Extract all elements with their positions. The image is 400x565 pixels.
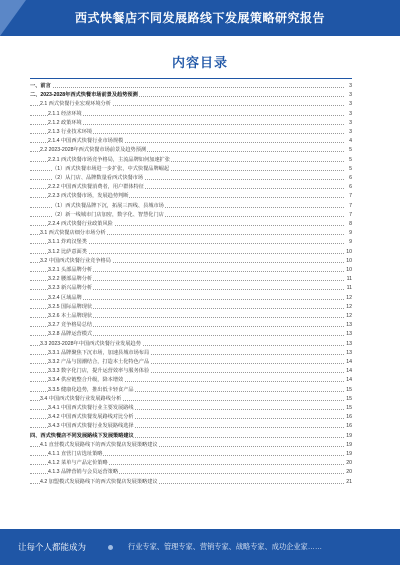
toc-entry-page: 3 (349, 119, 352, 126)
toc-entry[interactable] (30, 220, 352, 228)
toc-entry[interactable] (30, 386, 352, 394)
toc-entry[interactable] (30, 248, 352, 256)
toc-entry[interactable] (30, 100, 352, 108)
toc-entry-page: 21 (346, 478, 352, 485)
toc-entry-label: 2.1.1 经济环境 (48, 110, 82, 117)
toc-entry-label: 二、2023-2028年西式快餐市场前景及趋势预测 (30, 92, 138, 99)
toc-entry-label: 3.2.8 品牌运营模式 (48, 331, 93, 338)
toc-entry[interactable] (30, 110, 352, 118)
toc-entry-page: 12 (346, 294, 352, 301)
toc-entry-page: 11 (346, 285, 352, 292)
toc-top-rule (30, 78, 352, 79)
toc-entry-page: 20 (346, 469, 352, 476)
toc-entry[interactable] (30, 340, 352, 348)
footer-bullet-icon (108, 545, 113, 550)
toc-entry-page: 7 (349, 211, 352, 218)
toc-entry-label: 3.4.3 中国西式快餐行业发展路线选择 (48, 423, 134, 430)
toc-entry-label: 3.4.2 中国西式快餐发展路线对比分析 (48, 414, 134, 421)
toc-entry[interactable] (30, 303, 352, 311)
toc-entry[interactable] (30, 137, 352, 145)
toc-entry-page: 19 (346, 441, 352, 448)
toc-entry[interactable] (30, 358, 352, 366)
toc-entry[interactable] (30, 119, 352, 127)
toc-entry-label: 3.2.5 国际品牌现状 (48, 303, 93, 310)
toc-entry-page: 3 (349, 101, 352, 108)
toc-entry-page: 5 (349, 156, 352, 163)
toc-entry-page: 10 (346, 267, 352, 273)
toc-entry[interactable] (30, 312, 352, 320)
toc-entry[interactable] (30, 202, 352, 210)
toc-entry-label: 2.1.2 政策环境 (48, 119, 82, 126)
toc-entry[interactable] (30, 450, 352, 458)
toc-entry-page: 16 (346, 414, 352, 421)
toc-entry[interactable] (30, 82, 352, 90)
toc-entry-label: 3.2 中国西式快餐行业竞争格局 (40, 257, 111, 264)
toc-entry-label: 2.2 2023-2028年西式快餐市场前景及趋势预测 (40, 147, 147, 154)
toc-entry-label: 2.2.2 中国西式快餐消费者，用户群体特征 (48, 184, 144, 191)
toc-entry[interactable] (30, 128, 352, 136)
footer-band (0, 529, 400, 565)
toc-entry-page: 3 (349, 92, 352, 99)
toc-entry-label: 3.1 西式快餐店细分市场分析 (40, 230, 106, 237)
toc-entry[interactable] (30, 174, 352, 182)
toc-entry[interactable] (30, 422, 352, 430)
toc-entry-label: 2.2.4 西式快餐行业政策风险 (48, 221, 113, 227)
toc-entry-label: （1）西式快餐市场进一步扩张，中式快餐品牌崛起 (52, 165, 170, 172)
toc-entry-page: 12 (346, 303, 352, 310)
toc-entry[interactable] (30, 376, 352, 384)
toc-entry-label: 3.2.7 竞争格局总结 (48, 322, 93, 329)
toc-entry-label: 3.2.3 新兴品牌分析 (48, 285, 93, 292)
toc-heading: 内容目录 (171, 55, 228, 70)
toc-entry[interactable] (30, 441, 352, 449)
toc-entry-label: 3.3.2 产品与国潮结合，打造本土化特色产品 (48, 359, 150, 365)
footer-slogan: 让每个人都能成为 (18, 542, 87, 552)
toc-entry-page: 14 (346, 368, 352, 375)
toc-entry-label: 3.3.5 健康化趋势，推出低卡轻食产品 (48, 386, 134, 393)
toc-entry[interactable] (30, 367, 352, 375)
toc-entry-label: 4.1.1 直营门店选址策略 (48, 451, 103, 457)
header-band (0, 0, 400, 44)
toc-entry-label: 4.1 直营模式发展路线下的西式快餐店发展策略建议 (40, 441, 158, 448)
toc-entry-label: 3.3.3 数字化门店，提升运营效率与服务体验 (48, 368, 150, 375)
toc-entry[interactable] (30, 192, 352, 200)
toc-entry-label: 3.2.6 本土品牌现状 (48, 313, 93, 319)
toc-entry-label: 3.1.1 炸鸡汉堡类 (48, 239, 87, 246)
toc-entry-page: 4 (349, 138, 352, 145)
toc-leader-dots (30, 87, 344, 88)
toc-entry-label: 2.1.4 中国西式快餐行业市场规模 (48, 138, 124, 145)
toc-entry-page: 6 (349, 184, 352, 191)
toc-entry-page: 6 (349, 175, 352, 181)
toc-entry-label: 4.2 加盟模式发展路线下的西式快餐店发展策略建议 (40, 478, 158, 485)
toc-entry-label: 4.1.3 品牌营销与会员运营策略 (48, 469, 119, 476)
toc-entry-page: 10 (346, 248, 352, 255)
toc-entry-page: 9 (349, 239, 352, 246)
toc-entry-page: 7 (349, 193, 352, 200)
toc-entry-label: 2.2.1 西式快餐市场竞争格局，主流品牌如何加速扩张 (48, 156, 170, 163)
toc-entry-label: 3.4 中国西式快餐行业发展路线分析 (40, 395, 122, 402)
toc-entry-page: 13 (346, 322, 352, 329)
toc-entry-page: 20 (346, 460, 352, 467)
toc-entry[interactable] (30, 266, 352, 274)
toc-entry-page: 8 (349, 221, 352, 227)
toc-entry-page: 15 (346, 405, 352, 411)
toc-entry-page: 15 (346, 386, 352, 393)
toc-entry[interactable] (30, 183, 352, 191)
toc-entry[interactable] (30, 404, 352, 412)
toc-entry-page: 11 (346, 276, 352, 283)
toc-entry[interactable] (30, 468, 352, 476)
toc-entry-label: 3.2.4 区域品牌 (48, 294, 82, 301)
toc-entry-page: 19 (346, 432, 352, 439)
toc-entry-page: 7 (349, 202, 352, 209)
toc-entry[interactable] (30, 330, 352, 338)
toc-entry-page: 3 (349, 129, 352, 135)
report-title: 西式快餐店不同发展路线下发展策略研究报告 (74, 11, 325, 25)
toc-entry[interactable] (30, 211, 352, 219)
footer-tags: 行业专家、管理专家、营销专家、战略专家、成功企业家…… (128, 542, 323, 551)
toc-entry-page: 14 (346, 359, 352, 365)
toc-entry-label: （2）新一线城市门店加密，数字化、智慧化门店 (52, 211, 164, 218)
toc-entry-label: 3.3.4 供应链整合升级，降本增效 (48, 377, 124, 384)
toc-entry-label: 3.3 2023-2028年中国西式快餐行业发展趋势 (40, 340, 141, 347)
toc-entry[interactable] (30, 146, 352, 154)
table-of-contents (30, 82, 352, 526)
toc-entry-label: 一、前言 (30, 83, 51, 89)
toc-entry-page: 5 (349, 165, 352, 172)
toc-entry[interactable] (30, 284, 352, 292)
toc-entry-label: 3.2.2 腰部品牌分析 (48, 276, 93, 283)
toc-entry[interactable] (30, 432, 352, 440)
toc-entry[interactable] (30, 238, 352, 246)
toc-entry-label: 3.3.1 品牌聚焦下沉市场，加速县城市场布局 (48, 349, 150, 356)
toc-entry-page: 15 (346, 395, 352, 402)
toc-entry[interactable] (30, 294, 352, 302)
toc-entry-label: 4.1.2 菜单与产品定价策略 (48, 460, 108, 467)
toc-entry[interactable] (30, 257, 352, 265)
toc-entry-label: 2.2.3 西式快餐市场，发展趋势判断 (48, 193, 129, 200)
toc-entry-page: 13 (346, 331, 352, 338)
toc-entry-label: （1）西式快餐品牌下沉，拓展三四线、县城市场 (52, 202, 164, 209)
toc-entry-label: 3.4.1 中国西式快餐行业主要发展路线 (48, 405, 134, 411)
toc-entry-page: 12 (346, 313, 352, 319)
toc-entry-label: 3.1.2 比萨意面类 (48, 248, 87, 255)
toc-entry-label: 四、西式快餐店不同发展路线下发展策略建议 (30, 432, 134, 439)
toc-entry-page: 13 (346, 349, 352, 356)
toc-entry-label: 3.2.1 头部品牌分析 (48, 267, 93, 273)
toc-entry-label: （2）从门店、品牌数量看西式快餐市场 (52, 175, 144, 181)
toc-entry[interactable] (30, 413, 352, 421)
toc-entry-page: 3 (349, 110, 352, 117)
toc-entry[interactable] (30, 321, 352, 329)
toc-entry[interactable] (30, 349, 352, 357)
toc-entry-label: 2.1.3 行业技术环境 (48, 129, 93, 135)
toc-entry[interactable] (30, 459, 352, 467)
toc-entry-label: 2.1 西式快餐行业宏观环境分析 (40, 101, 111, 108)
toc-entry-page: 9 (349, 230, 352, 237)
toc-entry[interactable] (30, 275, 352, 283)
toc-entry-page: 16 (346, 423, 352, 430)
toc-entry-page: 10 (346, 257, 352, 264)
toc-entry[interactable] (30, 165, 352, 173)
toc-entry-page: 5 (349, 147, 352, 154)
toc-entry[interactable] (30, 229, 352, 237)
toc-entry[interactable] (30, 395, 352, 403)
toc-entry-page: 14 (346, 377, 352, 384)
toc-entry[interactable] (30, 478, 352, 486)
toc-entry-page: 3 (349, 83, 352, 89)
toc-entry-page: 19 (346, 451, 352, 457)
toc-entry[interactable] (30, 91, 352, 99)
toc-entry[interactable] (30, 156, 352, 164)
toc-entry-page: 13 (346, 340, 352, 347)
